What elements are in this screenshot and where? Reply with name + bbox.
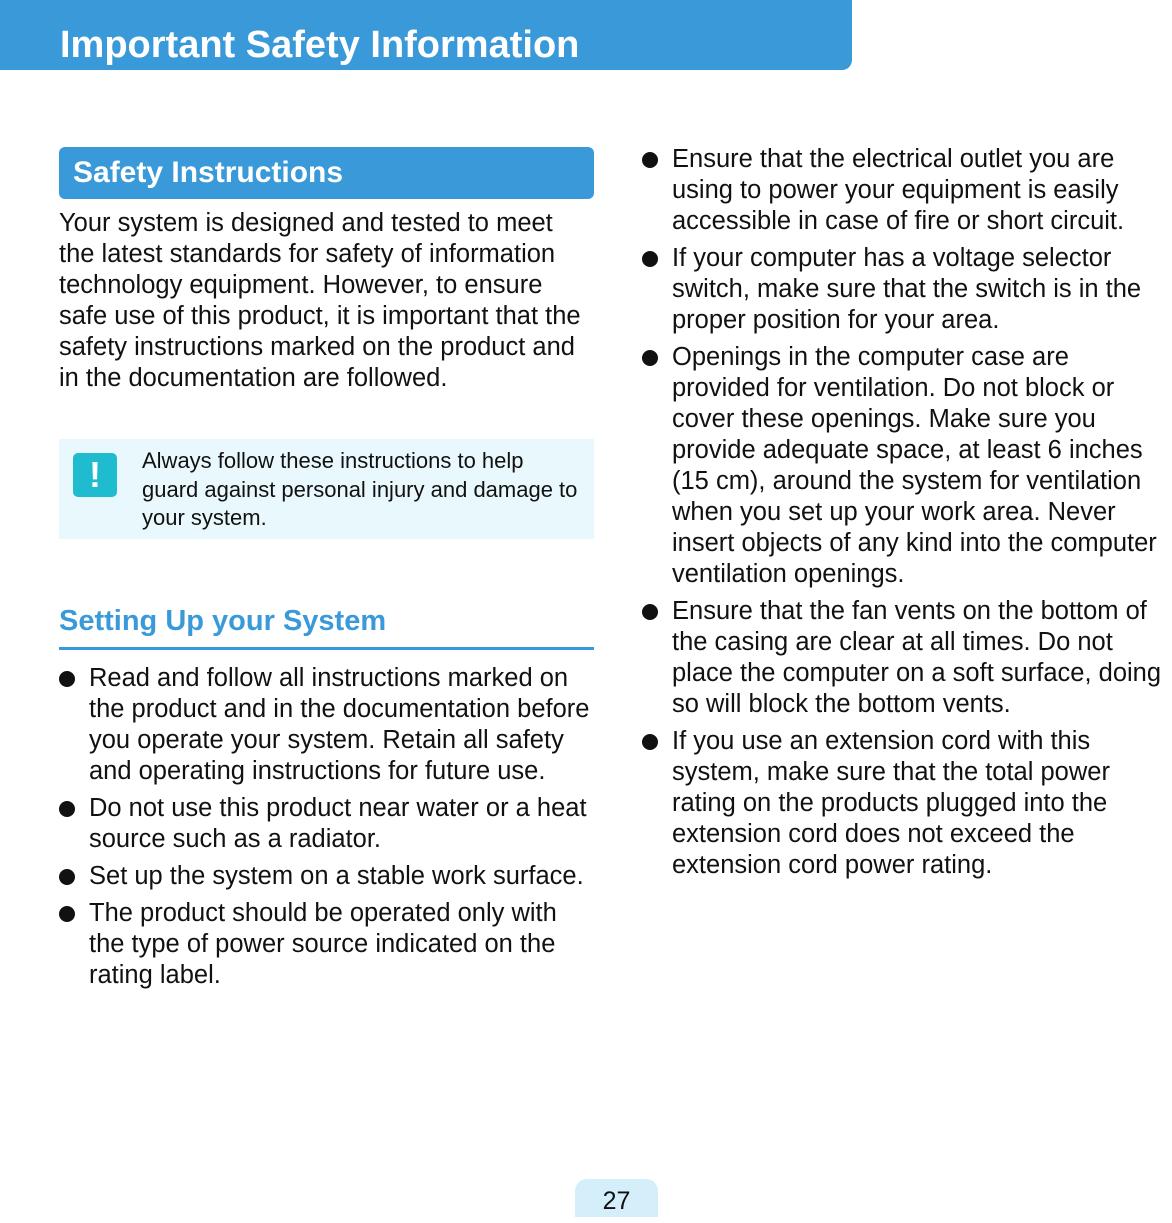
list-item: The product should be operated only with the type of power source indicated on the rating label. (59, 898, 594, 991)
setup-list (59, 663, 594, 991)
exclamation-icon: ! (73, 453, 117, 497)
list-item: Do not use this product near water or a heat source such as a radiator. (59, 793, 594, 855)
list-item: Openings in the computer case are provided for ventilation. Do not block or cover these openings. Make sure you provide adequate space, at least 6 inches (15 cm), around the system for ventilation when you set up your work area. Never insert objects of any kind into the computer ventilation openings. (642, 342, 1172, 590)
header-banner (0, 0, 852, 70)
list-item: Ensure that the fan vents on the bottom of the casing are clear at all times. Do not place the computer on a soft surface, doing so will block the bottom vents. (642, 596, 1172, 720)
list-item: If your computer has a voltage selector switch, make sure that the switch is in the proper position for your area. (642, 243, 1172, 336)
list-item: If you use an extension cord with this system, make sure that the total power rating on the products plugged into the extension cord does not exceed the extension cord power rating. (642, 726, 1172, 881)
list-item: Read and follow all instructions marked on the product and in the documentation before you operate your system. Retain all safety and operating instructions for future use. (59, 663, 594, 787)
section-heading-setup: Setting Up your System (59, 602, 594, 650)
left-column (59, 147, 594, 997)
list-item: Ensure that the electrical outlet you are using to power your equipment is easily accessible in case of fire or short circuit. (642, 144, 1172, 237)
page-number: 27 (575, 1179, 658, 1217)
caution-note (59, 439, 594, 539)
page-title: Important Safety Information (60, 24, 580, 66)
intro-paragraph: Your system is designed and tested to meet the latest standards for safety of information technology equipment. However, to ensure safe use of this product, it is important that the safety instructions marked on the product and in the documentation are followed. (59, 209, 581, 392)
list-item: Set up the system on a stable work surface. (59, 861, 594, 892)
caution-note-text: Always follow these instructions to help guard against personal injury and damage to your system. (142, 448, 578, 530)
right-column (642, 144, 1172, 887)
section-heading-safety: Safety Instructions (59, 147, 594, 199)
safety-list (642, 144, 1172, 881)
